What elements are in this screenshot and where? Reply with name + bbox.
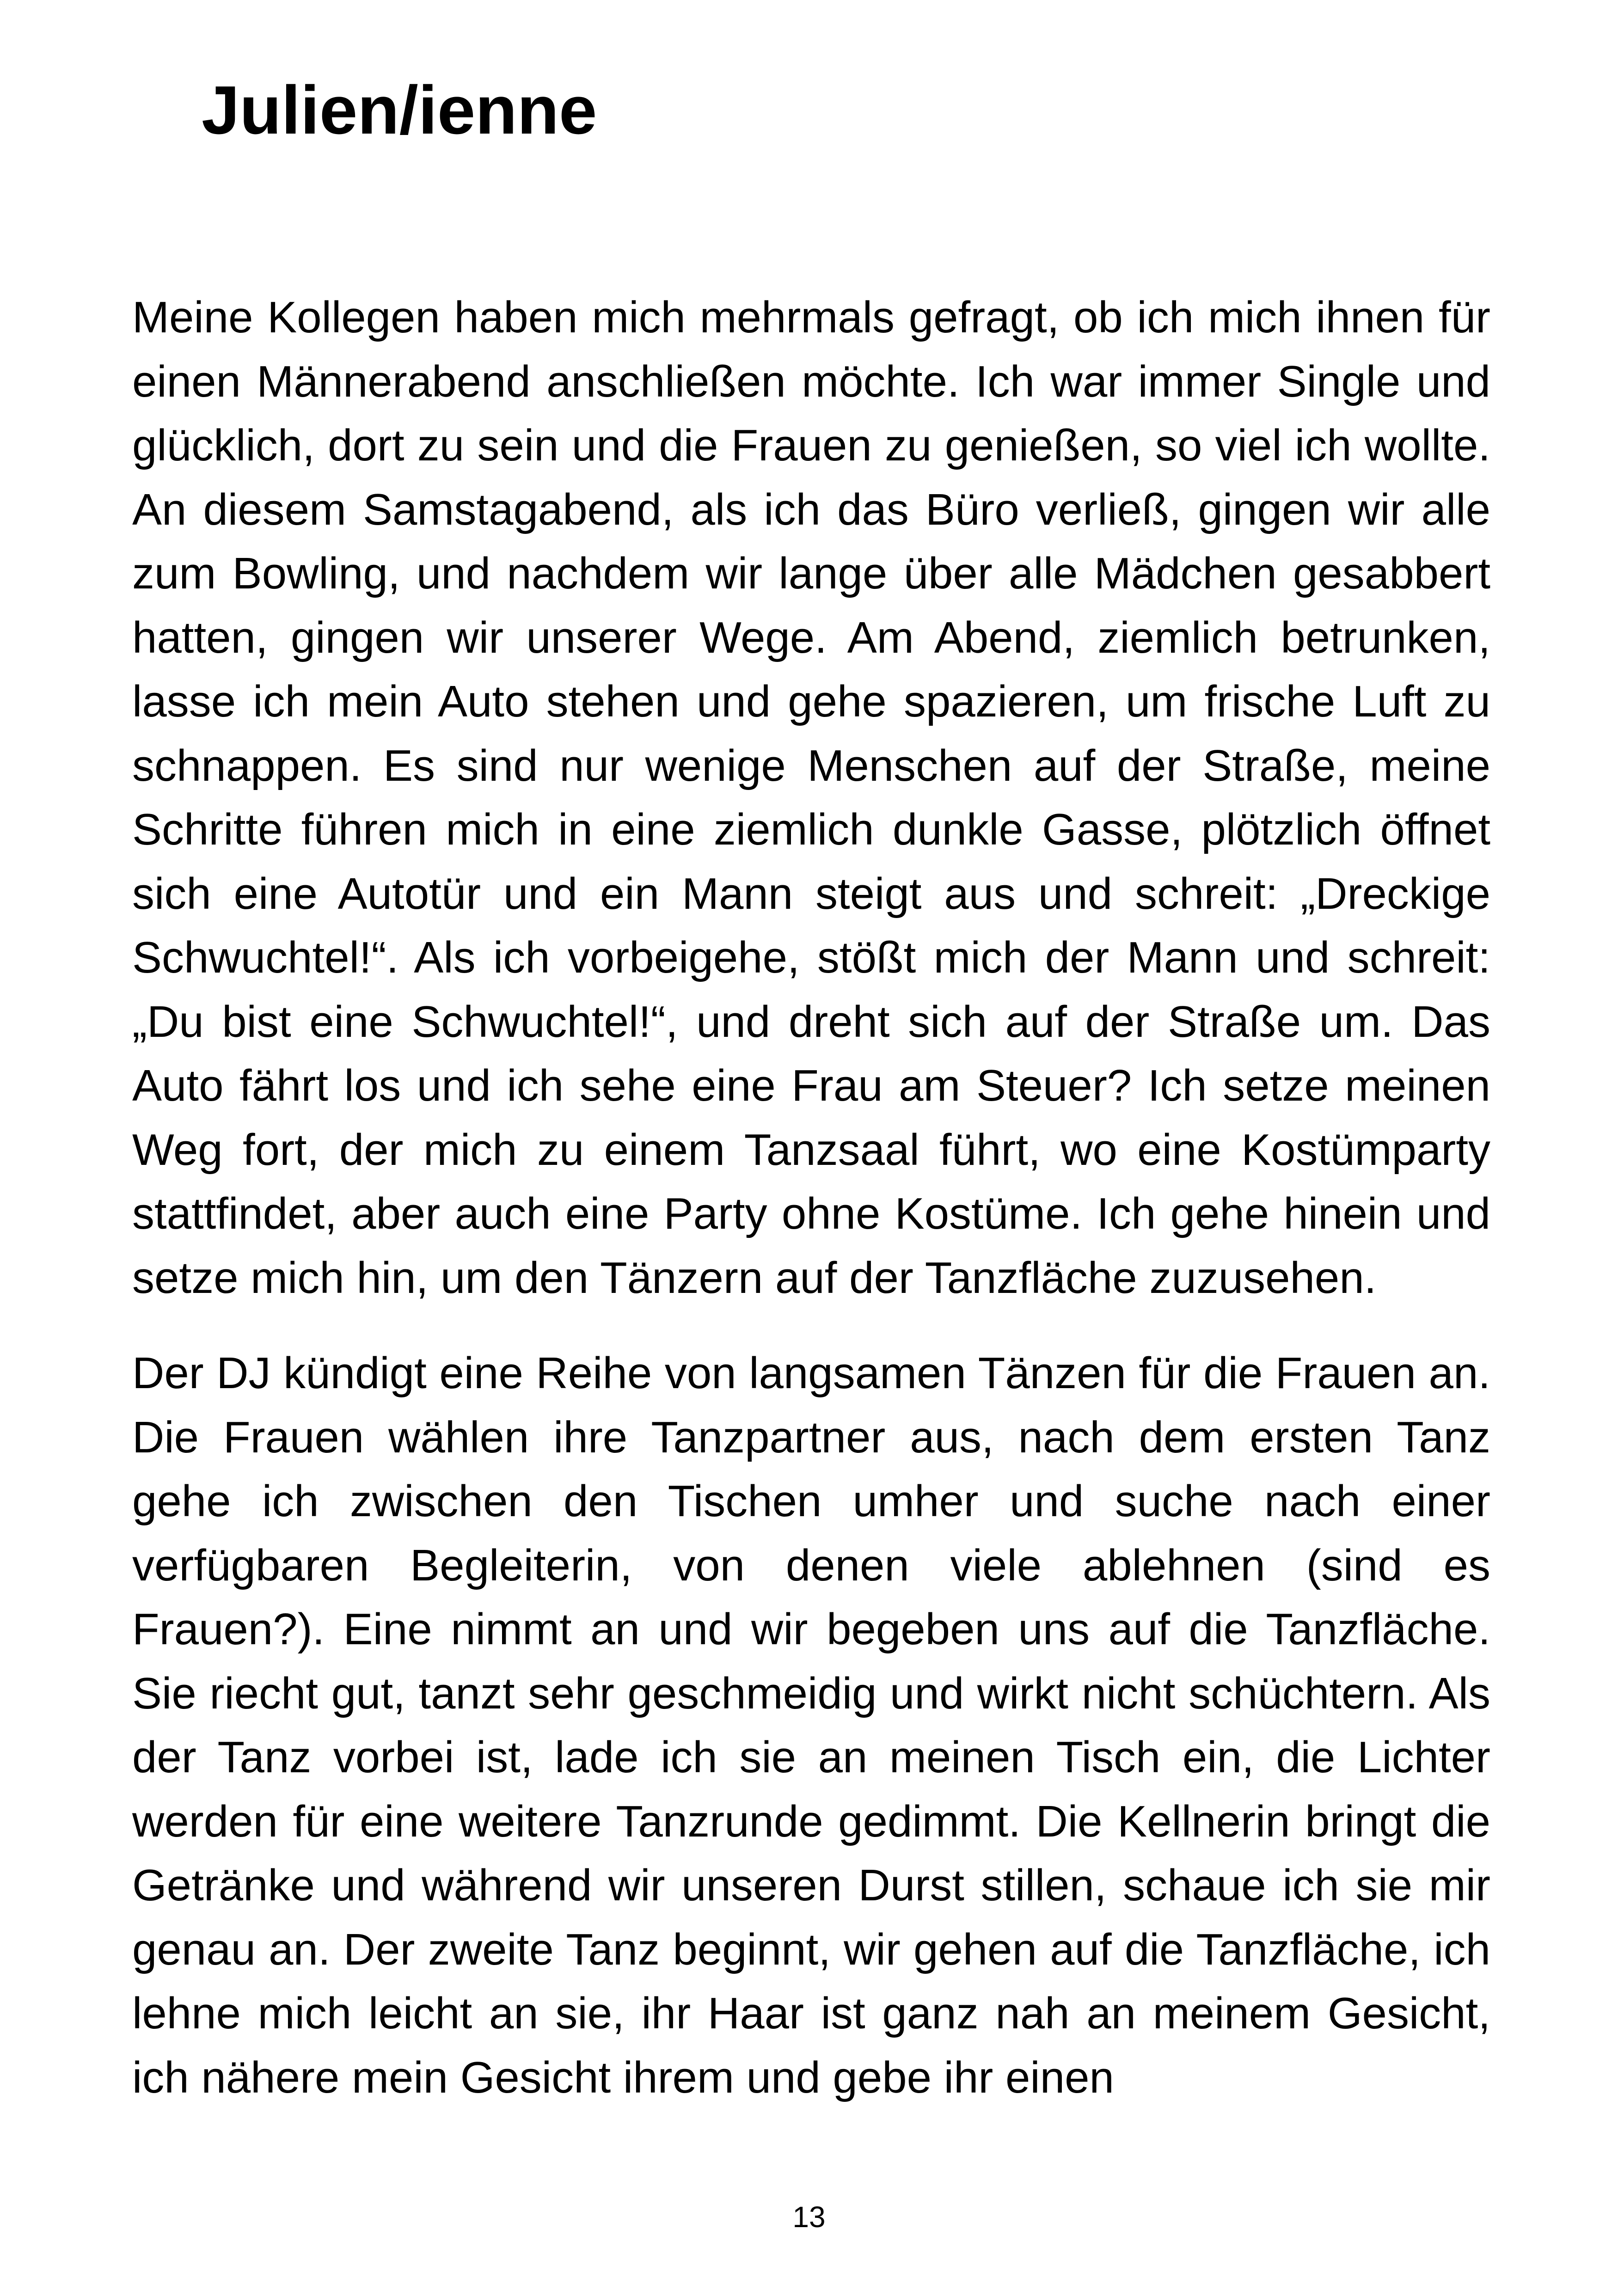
page-number: 13	[792, 2200, 826, 2234]
paragraph-1: Meine Kollegen haben mich mehrmals gefragt, ob ich mich ihnen für einen Männerabend anschließen möchte. Ich war immer Single und glücklich, dort zu sein und die Frauen zu genießen, so viel ich wollte. An diesem Samstagabend, als ich das Büro verließ, gingen wir alle zum Bowling, und nachdem wir lange über alle Mädchen gesabbert hatten, gingen wir unserer Wege. Am Abend, ziemlich betrunken, lasse ich mein Auto stehen und gehe spazieren, um frische Luft zu schnappen. Es sind nur wenige Menschen auf der Straße, meine Schritte führen mich in eine ziemlich dunkle Gasse, plötzlich öffnet sich eine Autotür und ein Mann steigt aus und schreit: „Dreckige Schwuchtel!“. Als ich vorbeigehe, stößt mich der Mann und schreit: „Du bist eine Schwuchtel!“, und dreht sich auf der Straße um. Das Auto fährt los und ich sehe eine Frau am Steuer? Ich setze meinen Weg fort, der mich zu einem Tanzsaal führt, wo eine Kostümparty stattfindet, aber auch eine Party ohne Kostüme. Ich gehe hinein und setze mich hin, um den Tänzern auf der Tanzfläche zuzusehen.	[132, 293, 1490, 1303]
chapter-title: Julien/ienne	[202, 72, 597, 148]
body-text	[132, 286, 1490, 2110]
paragraph-2: Der DJ kündigt eine Reihe von langsamen Tänzen für die Frauen an. Die Frauen wählen ihre Tanzpartner aus, nach dem ersten Tanz gehe ich zwischen den Tischen umher und suche nach einer verfügbaren Begleiterin, von denen viele ablehnen (sind es Frauen?). Eine nimmt an und wir begeben uns auf die Tanzfläche. Sie riecht gut, tanzt sehr geschmeidig und wirkt nicht schüchtern. Als der Tanz vorbei ist, lade ich sie an meinen Tisch ein, die Lichter werden für eine weitere Tanzrunde gedimmt. Die Kellnerin bringt die Getränke und während wir unseren Durst stillen, schaue ich sie mir genau an. Der zweite Tanz beginnt, wir gehen auf die Tanzfläche, ich lehne mich leicht an sie, ihr Haar ist ganz nah an meinem Gesicht, ich nähere mein Gesicht ihrem und gebe ihr einen	[132, 1348, 1490, 2102]
